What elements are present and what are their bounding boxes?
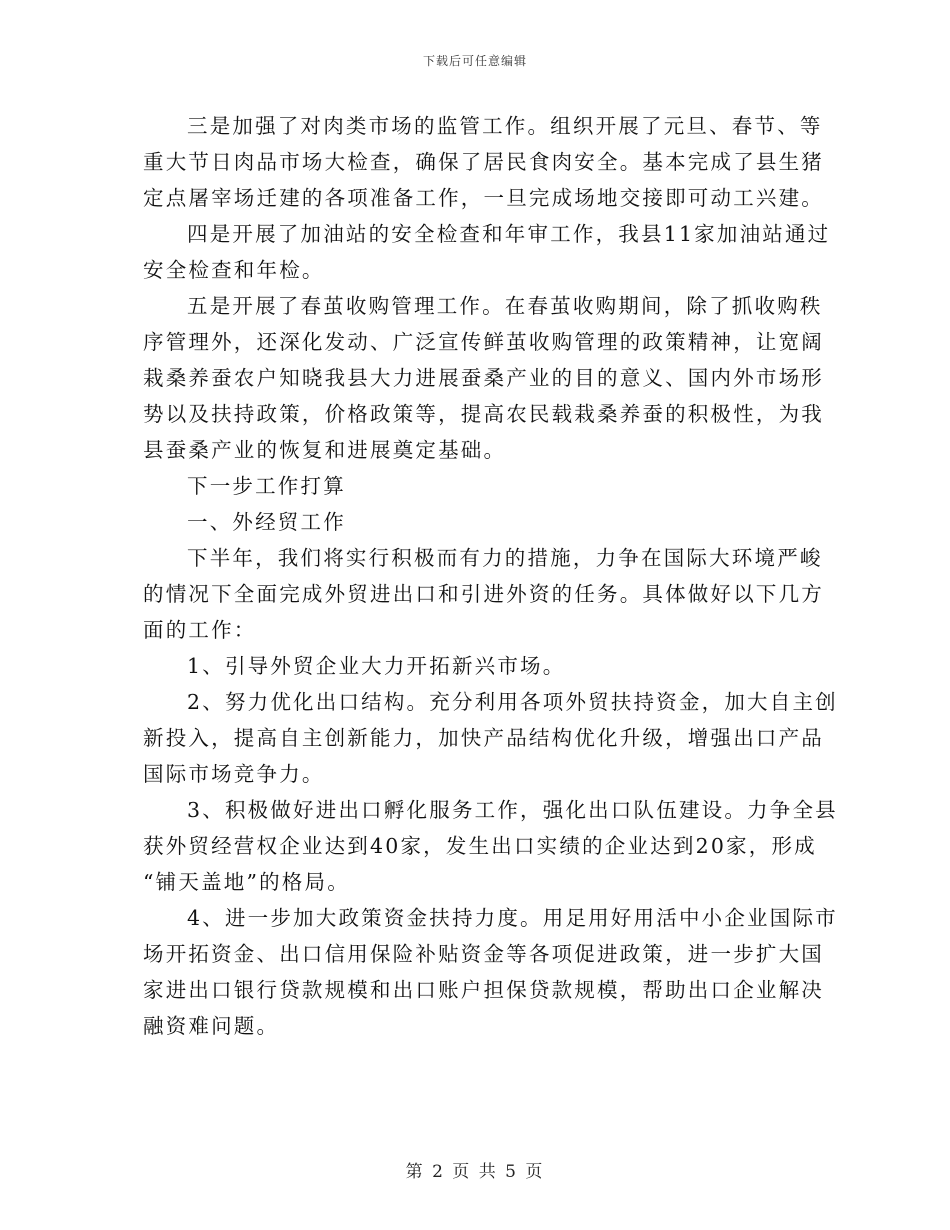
paragraph-line: “铺天盖地”的格局。: [143, 870, 350, 894]
paragraph-first-line: 三是加强了对肉类市场的监管工作。组织开展了元旦、春节、等: [187, 114, 823, 138]
footer-prefix: 第: [405, 1162, 425, 1182]
current-page-number: 2: [432, 1162, 445, 1182]
paragraph-line: 国际市场竞争力。: [143, 762, 325, 786]
document-body: [143, 108, 838, 1044]
footer-middle: 页 共: [452, 1162, 498, 1182]
paragraph-line: 获外贸经营权企业达到40家，发生出口实绩的企业达到20家，形成: [143, 834, 817, 858]
paragraph-line: 县蚕桑产业的恢复和进展奠定基础。: [143, 438, 507, 462]
paragraph-line: 场开拓资金、出口信用保险补贴资金等各项促进政策，进一步扩大国: [143, 942, 824, 966]
paragraph-first-line: 五是开展了春茧收购管理工作。在春茧收购期间，除了抓收购秩: [187, 294, 823, 318]
paragraph-line: 重大节日肉品市场大检查，确保了居民食肉安全。基本完成了县生猪: [143, 150, 824, 174]
paragraph-line: 定点屠宰场迁建的各项准备工作，一旦完成场地交接即可动工兴建。: [143, 186, 824, 210]
footer-suffix: 页: [525, 1162, 545, 1182]
paragraph-first-line: 下一步工作打算: [187, 474, 346, 498]
paragraph-line: 面的工作：: [143, 618, 257, 642]
page-footer: [0, 1157, 950, 1182]
paragraph-first-line: 2、努力优化出口结构。充分利用各项外贸扶持资金，加大自主创: [187, 690, 838, 714]
page-header: 下载后可任意编辑: [422, 54, 527, 68]
paragraph-first-line: 一、外经贸工作: [187, 510, 346, 534]
paragraph-line: 序管理外，还深化发动、广泛宣传鲜茧收购管理的政策精神，让宽阔: [143, 330, 824, 354]
paragraph-line: 安全检查和年检。: [143, 258, 325, 282]
paragraph-first-line: 四是开展了加油站的安全检查和年审工作，我县11家加油站通过: [187, 222, 831, 246]
paragraph-line: 栽桑养蚕农户知晓我县大力进展蚕桑产业的目的意义、国内外市场形: [143, 366, 824, 390]
paragraph-line: 势以及扶持政策，价格政策等，提高农民载栽桑养蚕的积极性，为我: [143, 402, 824, 426]
paragraph-line: 家进出口银行贷款规模和出口账户担保贷款规模，帮助出口企业解决: [143, 978, 824, 1002]
paragraph-first-line: 下半年，我们将实行积极而有力的措施，力争在国际大环境严峻: [187, 546, 823, 570]
total-page-count: 5: [505, 1162, 518, 1182]
paragraph-first-line: 1、引导外贸企业大力开拓新兴市场。: [187, 654, 566, 678]
paragraph-line: 的情况下全面完成外贸进出口和引进外资的任务。具体做好以下几方: [143, 582, 824, 606]
paragraph-first-line: 4、进一步加大政策资金扶持力度。用足用好用活中小企业国际市: [187, 906, 838, 930]
paragraph-line: 融资难问题。: [143, 1014, 280, 1038]
paragraph-line: 新投入，提高自主创新能力，加快产品结构优化升级，增强出口产品: [143, 726, 824, 750]
paragraph-first-line: 3、积极做好进出口孵化服务工作，强化出口队伍建设。力争全县: [187, 798, 838, 822]
